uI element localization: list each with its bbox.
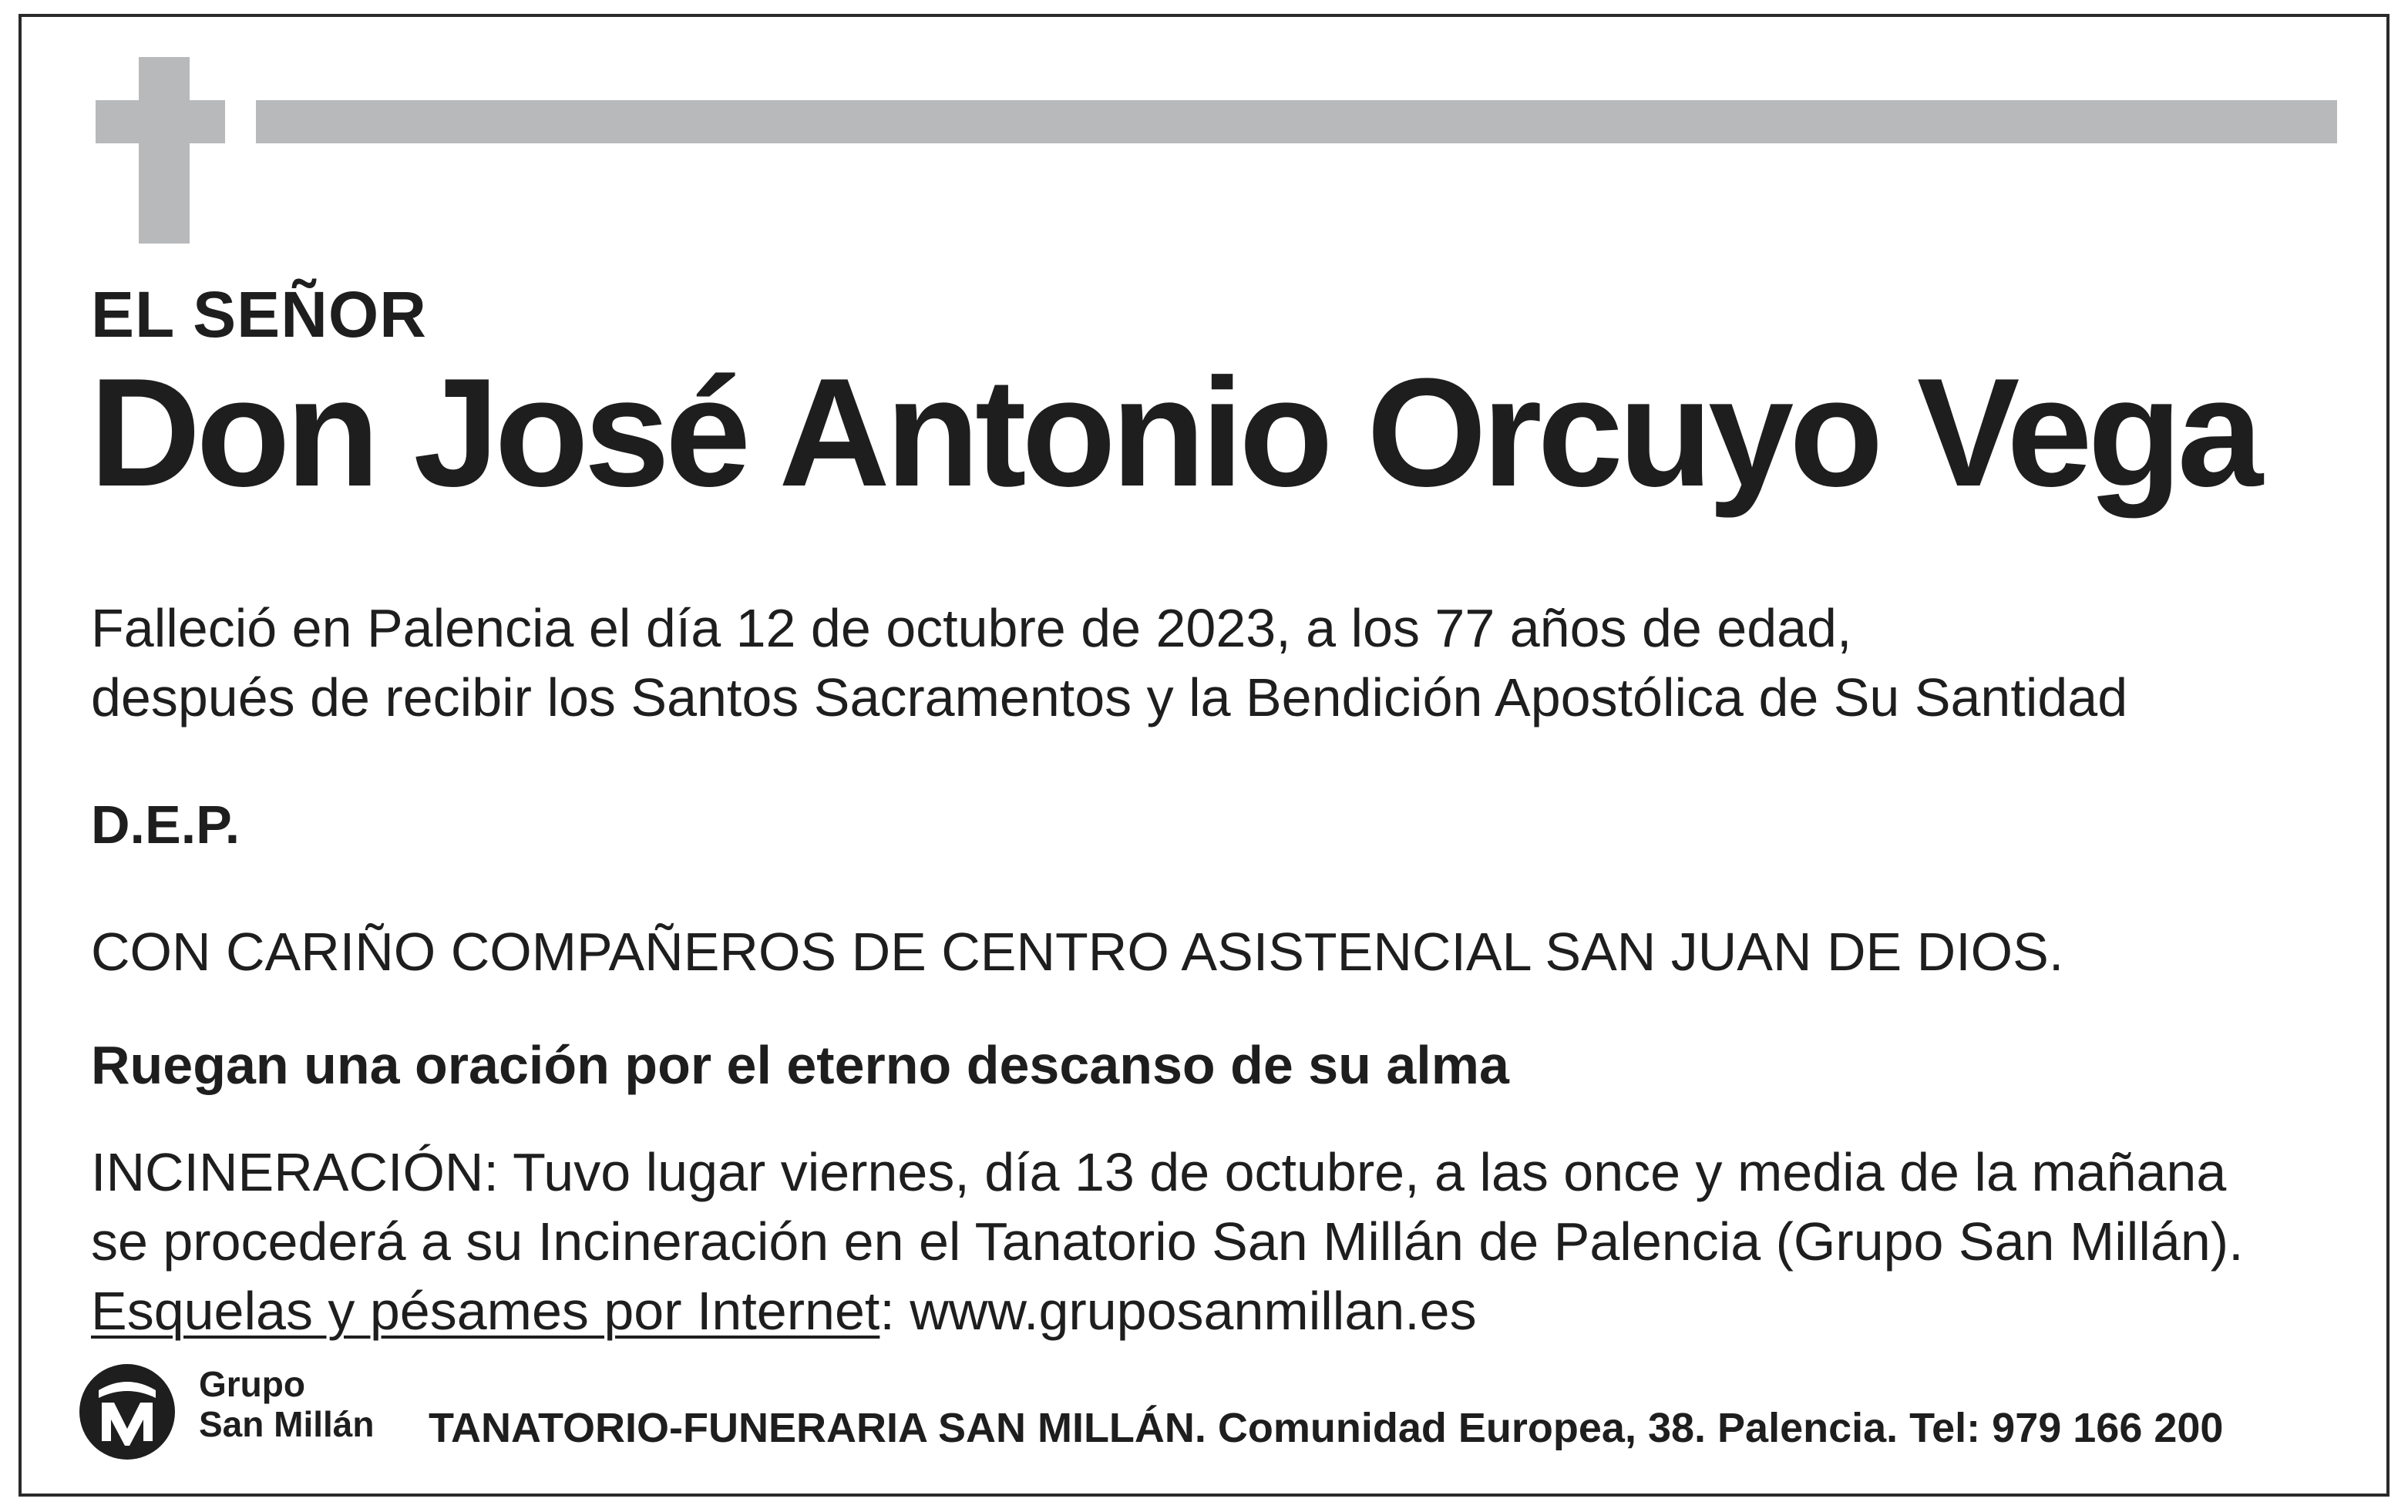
logo-line-1: Grupo — [199, 1364, 305, 1404]
cross-icon-horizontal — [96, 100, 225, 143]
grupo-san-millan-logo-icon — [76, 1358, 179, 1466]
footer-business-info: TANATORIO-FUNERARIA SAN MILLÁN. Comunidad Europea, 38. Palencia. Tel: 979 166 200 — [429, 1405, 2224, 1451]
death-line-2: después de recibir los Santos Sacramentos y la Bendición Apostólica de Su Santidad — [91, 667, 2128, 727]
ceremony-line-1: INCINERACIÓN: Tuvo lugar viernes, día 13 de octubre, a las once y media de la mañana — [91, 1142, 2227, 1202]
dep-abbreviation: D.E.P. — [91, 795, 240, 855]
logo-wordmark — [199, 1364, 374, 1444]
ceremony-details — [91, 1137, 2244, 1346]
ceremony-line-2: se procederá a su Incineración en el Tanatorio San Millán de Palencia (Grupo San Millán). — [91, 1211, 2244, 1272]
internet-label: Esquelas y pésames por Internet — [91, 1281, 880, 1341]
internet-separator: : — [879, 1281, 895, 1341]
title-prefix: EL SEÑOR — [91, 278, 427, 351]
header-divider-bar — [256, 100, 2337, 143]
website-link[interactable]: www.gruposanmillan.es — [910, 1281, 1477, 1341]
internet-line — [91, 1276, 2244, 1346]
logo-line-2: San Millán — [199, 1404, 375, 1444]
death-details — [91, 593, 2127, 732]
death-line-1: Falleció en Palencia el día 12 de octubre de 2023, a los 77 años de edad, — [91, 598, 1852, 658]
cross-icon-vertical — [139, 57, 190, 244]
prayer-request: Ruegan una oración por el eterno descanso de su alma — [91, 1035, 1509, 1095]
dedication: CON CARIÑO COMPAÑEROS DE CENTRO ASISTENCIAL SAN JUAN DE DIOS. — [91, 922, 2064, 982]
deceased-name: Don José Antonio Orcuyo Vega — [89, 347, 2258, 519]
